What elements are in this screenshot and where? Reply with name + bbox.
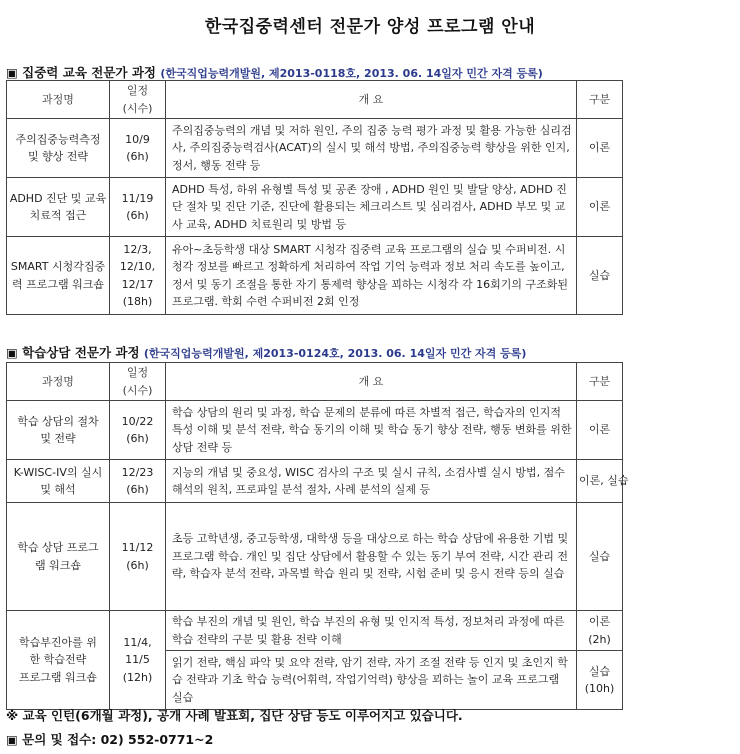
table-row [7,237,623,315]
table-row [7,401,623,460]
table-row [7,460,623,503]
header-overview: 개 요 [166,81,577,119]
table-header-row [7,363,623,401]
course-type: 이론, 실습 [577,460,623,503]
course-name: SMART 시청각집중력 프로그램 워크숍 [7,237,110,315]
section-heading-text: ▣ 학습상담 전문가 과정 [6,345,140,360]
header-type: 구분 [577,363,623,401]
course-overview: 유아~초등학생 대상 SMART 시청각 집중력 교육 프로그램의 실습 및 수퍼비전. 시청각 정보를 빠르고 정확하게 처리하여 작업 기억 능력과 정보 처리 속도를 높이고, 정서 및 동기 조절을 통한 자기 통제력 향상을 꾀하는 시청각 각 16회기의 구조화된 프로그램. 학회 수련 수퍼비전 2회 인정 [166,237,577,315]
section-heading-learning-counseling [6,343,526,361]
course-name: K-WISC-IV의 실시 및 해석 [7,460,110,503]
course-type: 실습 [577,503,623,611]
course-name: 학습부진아를 위 한 학습전략 프로그램 워크숍 [7,611,110,710]
table-row [7,119,623,178]
course-type: 이론 [577,178,623,237]
course-overview: 지능의 개념 및 중요성, WISC 검사의 구조 및 실시 규칙, 소검사별 실시 방법, 점수 해석의 원칙, 프로파일 분석 절차, 사례 분석의 실제 등 [166,460,577,503]
course-overview-theory: 학습 부진의 개념 및 원인, 학습 부진의 유형 및 인지적 특성, 정보처리 과정에 따른 학습 전략의 구분 및 활용 전략 이해 [166,611,577,651]
course-type: 이론 [577,119,623,178]
section-registration-note: (한국직업능력개발원, 제2013-0118호, 2013. 06. 14일자 민간 자격 등록) [160,67,543,80]
header-type: 구분 [577,81,623,119]
table-row [7,503,623,611]
course-schedule: 11/12 (6h) [110,503,166,611]
course-overview: 학습 상담의 원리 및 과정, 학습 문제의 분류에 따른 차별적 접근, 학습자의 인지적 특성 이해 및 분석 전략, 학습 동기의 이해 및 학습 동기 향상 전략, 행동 변화를 위한 상담 전략 등 [166,401,577,460]
course-overview: 주의집중능력의 개념 및 저하 원인, 주의 집중 능력 평가 과정 및 활용 가능한 심리검사, 주의집중능력검사(ACAT)의 실시 및 해석 방법, 주의집중능력 향상을 위한 인지, 정서, 행동 전략 등 [166,119,577,178]
course-type-practice: 실습 (10h) [577,651,623,710]
course-name: 학습 상담의 절차 및 전략 [7,401,110,460]
course-overview: ADHD 특성, 하위 유형별 특성 및 공존 장애 , ADHD 원인 및 발달 양상, ADHD 진단 절차 및 진단 기준, 진단에 활용되는 체크리스트 및 심리검사, ADHD 부모 및 교사 교육, ADHD 치료원리 및 방법 등 [166,178,577,237]
table-row [7,178,623,237]
concentration-course-table [6,80,623,315]
course-schedule: 10/9 (6h) [110,119,166,178]
header-overview: 개 요 [166,363,577,401]
course-schedule: 10/22 (6h) [110,401,166,460]
course-type-theory: 이론 (2h) [577,611,623,651]
course-schedule: 12/23 (6h) [110,460,166,503]
additional-programs-note: ※ 교육 인턴(6개월 과정), 공개 사례 발표회, 집단 상담 등도 이루어지고 있습니다. [6,708,463,723]
course-schedule: 12/3, 12/10, 12/17 (18h) [110,237,166,315]
course-type: 이론 [577,401,623,460]
header-course-name: 과정명 [7,363,110,401]
course-overview-practice: 읽기 전략, 핵심 파악 및 요약 전략, 암기 전략, 자기 조절 전략 등 인지 및 초인지 학습 전략과 기초 학습 능력(어휘력, 작업기억력) 향상을 꾀하는 놀이 교육 프로그램 실습 [166,651,577,710]
course-schedule: 11/4, 11/5 (12h) [110,611,166,710]
header-schedule: 일정 (시수) [110,363,166,401]
section-registration-note: (한국직업능력개발원, 제2013-0124호, 2013. 06. 14일자 민간 자격 등록) [143,347,527,360]
header-schedule: 일정 (시수) [110,81,166,119]
course-name: ADHD 진단 및 교육 치료적 접근 [7,178,110,237]
course-type: 실습 [577,237,623,315]
course-schedule: 11/19 (6h) [110,178,166,237]
header-course-name: 과정명 [7,81,110,119]
section-heading-concentration [6,63,543,81]
page-title: 한국집중력센터 전문가 양성 프로그램 안내 [204,17,536,37]
course-overview: 초등 고학년생, 중고등학생, 대학생 등을 대상으로 하는 학습 상담에 유용한 기법 및 프로그램 학습. 개인 및 집단 상담에서 활용할 수 있는 동기 부여 전략, 시간 관리 전략, 학습자 분석 전략, 과목별 학습 원리 및 전략, 시험 준비 및 응시 전략 등의 실습 [166,503,577,611]
contact-info: ▣ 문의 및 접수: 02) 552-0771~2 [6,732,214,747]
table-row [7,611,623,651]
course-name: 주의집중능력측정 및 향상 전략 [7,119,110,178]
course-name: 학습 상담 프로그 램 워크숍 [7,503,110,611]
section-heading-text: ▣ 집중력 교육 전문가 과정 [6,65,156,80]
table-header-row [7,81,623,119]
learning-counseling-course-table [6,362,629,710]
